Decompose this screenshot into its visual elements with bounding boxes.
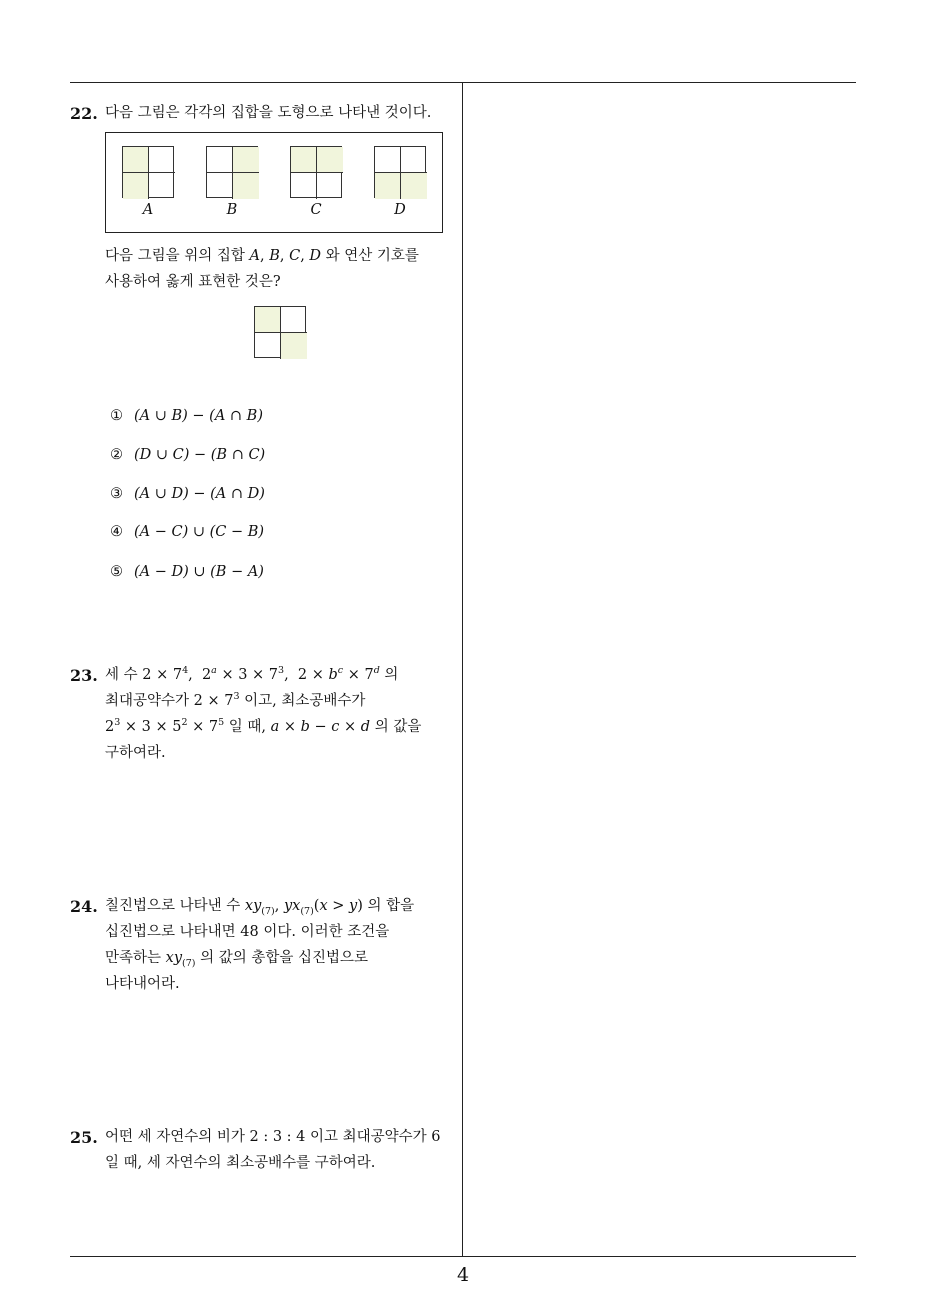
column-divider	[462, 82, 463, 1256]
set-d-label: D	[394, 202, 406, 218]
q25-line2: 일 때, 세 자연수의 최소공배수를 구하여라.	[105, 1155, 376, 1171]
choice-1[interactable]	[110, 408, 263, 424]
set-a-cell-tr	[149, 147, 175, 173]
choice-4-mark: ④	[110, 524, 123, 540]
q22-line2	[105, 249, 419, 265]
q24-line2: 십진법으로 나타내면 48 이다. 이러한 조건을	[105, 924, 390, 940]
q24-number: 24.	[70, 897, 98, 916]
set-a-cell-bl	[123, 173, 149, 199]
set-d-figure	[374, 146, 426, 198]
q23-number: 23.	[70, 666, 98, 685]
q23-gcd-expr: $2 \times 7^3$	[193, 691, 240, 709]
q23-line2-suffix: 이고, 최소공배수가	[244, 693, 366, 709]
set-b-label: B	[226, 202, 238, 218]
q23-target-expr: a × b − c × d	[270, 719, 371, 735]
set-c-cell-tr	[317, 147, 343, 173]
target-cell-tr	[281, 307, 307, 333]
set-d-cell-tr	[401, 147, 427, 173]
bottom-rule	[70, 1256, 856, 1257]
q22-line3: 사용하여 옳게 표현한 것은?	[105, 274, 281, 290]
set-c-cell-tl	[291, 147, 317, 173]
q23-numbers: $2 \times 7^4$, $2^a \times 3 \times 7^3$, $2 \times b^c \times 7^d$	[142, 665, 380, 683]
choice-4[interactable]	[110, 524, 264, 540]
target-set-figure	[254, 306, 306, 358]
q24-line3-prefix: 만족하는	[105, 950, 162, 966]
set-c-cell-br	[317, 173, 343, 199]
target-cell-tl	[255, 307, 281, 333]
set-c-figure	[290, 146, 342, 198]
q22-line2-suffix: 와 연산 기호를	[325, 248, 419, 264]
choice-4-expr: (A − C) ∪ (C − B)	[134, 524, 265, 540]
q23-lcm-expr: $2^3 \times 3 \times 5^2 \times 7^5$	[105, 717, 225, 735]
q24-line1-suffix: 의 합을	[367, 898, 415, 914]
set-c-cell-bl	[291, 173, 317, 199]
choice-5[interactable]	[110, 564, 264, 580]
q24-line1-prefix: 칠진법으로 나타낸 수	[105, 898, 241, 914]
q24-numbers-expr: $xy_{(7)}$, $yx_{(7)}(x > y)$	[244, 898, 363, 917]
q23-line2-prefix: 최대공약수가	[105, 693, 190, 709]
q24-line4: 나타내어라.	[105, 976, 180, 992]
q24-line1	[105, 899, 414, 915]
q23-line3-mid: 일 때,	[228, 719, 266, 735]
q22-prompt: 다음 그림은 각각의 집합을 도형으로 나타낸 것이다.	[105, 105, 432, 121]
set-b-cell-br	[233, 173, 259, 199]
set-b-cell-tr	[233, 147, 259, 173]
choice-1-expr: (A ∪ B) − (A ∩ B)	[134, 408, 263, 424]
choice-2-expr: (D ∪ C) − (B ∩ C)	[134, 447, 266, 463]
q22-set-names: A, B, C, D	[249, 248, 322, 264]
set-a-cell-tl	[123, 147, 149, 173]
choice-3-expr: (A ∪ D) − (A ∩ D)	[134, 486, 265, 502]
choice-5-mark: ⑤	[110, 564, 123, 580]
set-c-label: C	[310, 202, 322, 218]
q23-word-ui: 의	[384, 667, 399, 683]
q23-line3-suffix: 의 값을	[374, 719, 422, 735]
target-cell-br	[281, 333, 307, 359]
set-b-cell-bl	[207, 173, 233, 199]
q23-word-se: 세 수	[105, 667, 138, 683]
choice-3-mark: ③	[110, 486, 123, 502]
q25-line1: 어떤 세 자연수의 비가 2 : 3 : 4 이고 최대공약수가 6	[105, 1129, 441, 1145]
q22-line2-prefix: 다음 그림을 위의 집합	[105, 248, 245, 264]
choice-3[interactable]	[110, 486, 265, 502]
q23-line2	[105, 691, 366, 710]
q24-line3-suffix: 의 값의 총합을 십진법으로	[200, 950, 368, 966]
choice-5-expr: (A − D) ∪ (B − A)	[134, 564, 264, 580]
set-a-cell-br	[149, 173, 175, 199]
page-number: 4	[456, 1264, 470, 1286]
choice-2-mark: ②	[110, 447, 123, 463]
q24-line3	[105, 951, 368, 967]
choice-2[interactable]	[110, 447, 265, 463]
set-b-cell-tl	[207, 147, 233, 173]
set-a-label: A	[142, 202, 154, 218]
target-cell-bl	[255, 333, 281, 359]
q25-number: 25.	[70, 1128, 98, 1147]
set-d-cell-tl	[375, 147, 401, 173]
q23-line1	[105, 665, 399, 684]
top-rule	[70, 82, 856, 83]
q23-line3	[105, 717, 422, 736]
choice-1-mark: ①	[110, 408, 123, 424]
q22-number: 22.	[70, 104, 98, 123]
set-a-figure	[122, 146, 174, 198]
set-b-figure	[206, 146, 258, 198]
set-d-cell-br	[401, 173, 427, 199]
q23-line4: 구하여라.	[105, 745, 166, 761]
set-d-cell-bl	[375, 173, 401, 199]
q24-xy-expr: $xy_{(7)}$	[165, 950, 196, 969]
